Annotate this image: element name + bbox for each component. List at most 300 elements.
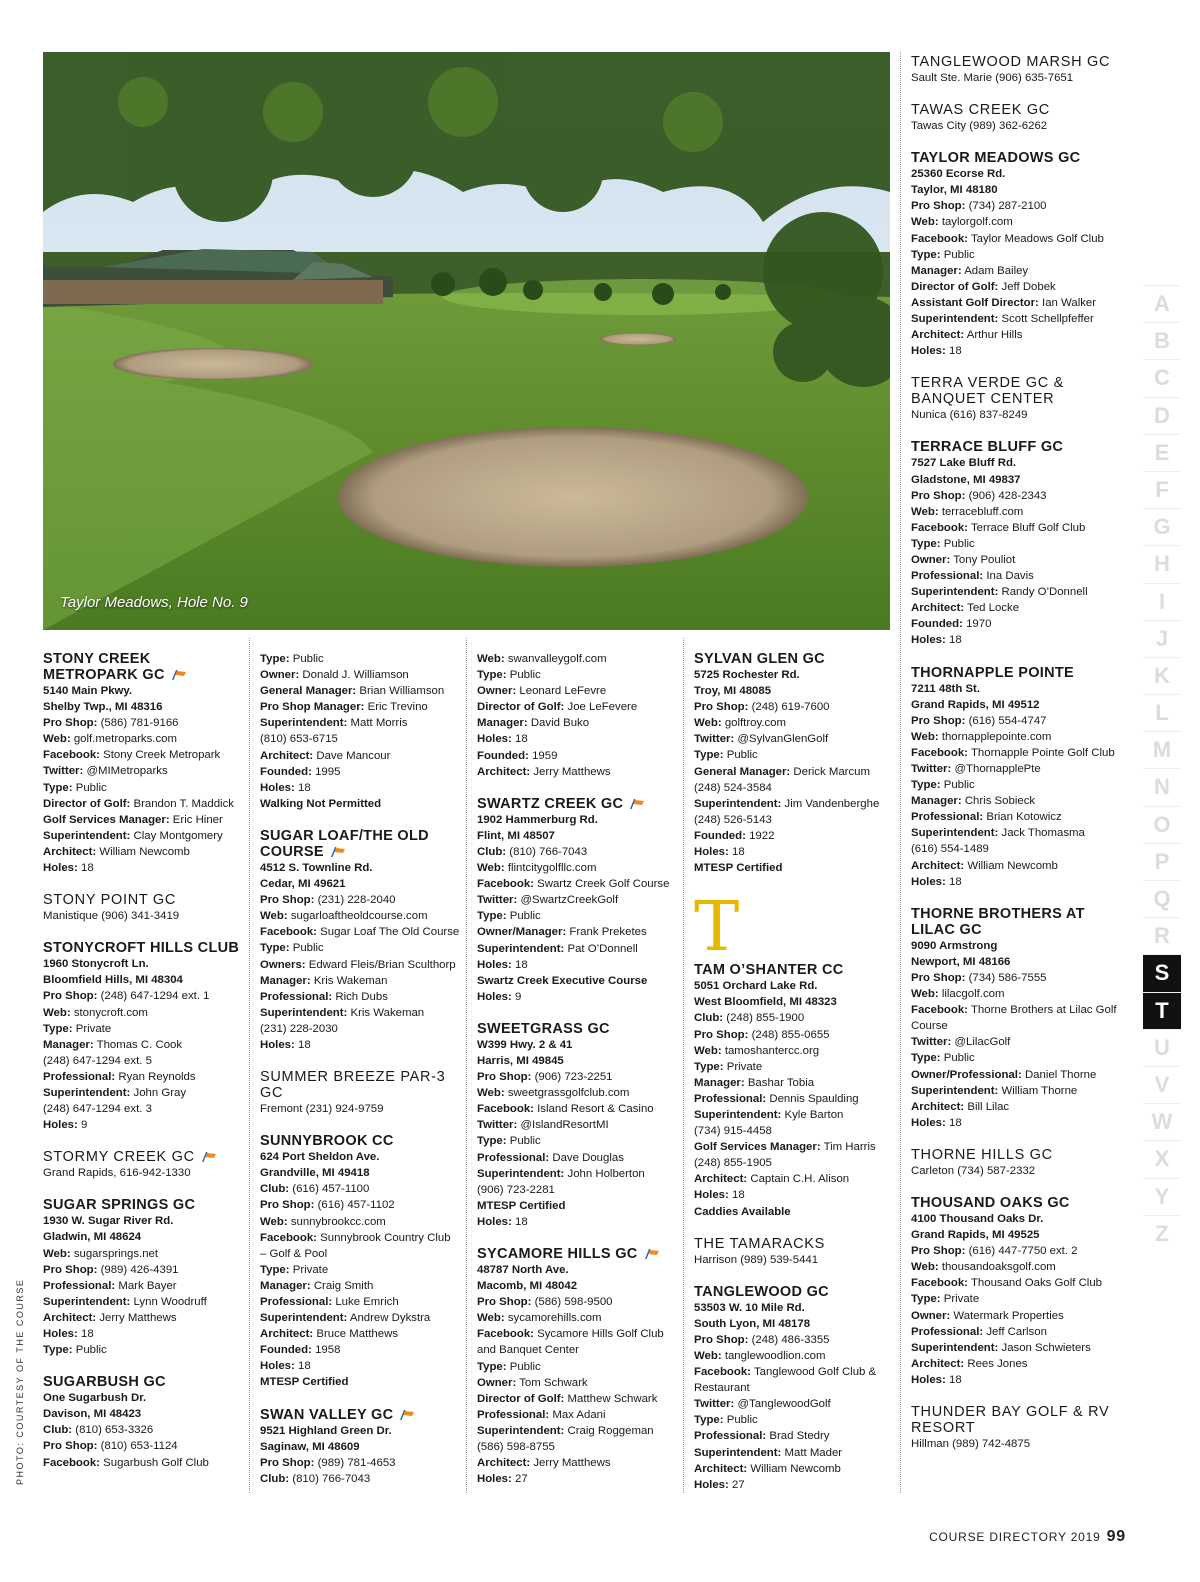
course-location: Harrison (989) 539-5441 <box>694 1253 819 1266</box>
index-tab-d[interactable]: D <box>1143 397 1181 434</box>
info-value: tanglewoodlion.com <box>724 1350 826 1362</box>
info-value: Thornapple Pointe Golf Club <box>970 746 1115 759</box>
index-tab-g[interactable]: G <box>1143 508 1181 545</box>
info-line <box>260 892 460 908</box>
info-label: Web: <box>694 1350 722 1362</box>
info-value: Rich Dubs <box>335 990 388 1003</box>
info-value: Private <box>292 1263 329 1276</box>
info-label: Professional: <box>911 811 984 824</box>
info-label: Architect: <box>911 859 965 872</box>
course-entry <box>911 150 1121 359</box>
info-label: Founded: <box>260 1344 312 1357</box>
info-line <box>260 715 460 731</box>
course-name <box>911 1404 1121 1436</box>
info-line <box>477 924 677 940</box>
info-line <box>477 1133 677 1149</box>
info-line <box>43 988 243 1004</box>
index-tab-j[interactable]: J <box>1143 620 1181 657</box>
info-line <box>43 1422 243 1438</box>
info-label: Superintendent: <box>911 1341 999 1354</box>
info-value: @SwartzCreekGolf <box>520 894 619 907</box>
info-label: Architect: <box>477 765 531 778</box>
index-tab-i[interactable]: I <box>1143 583 1181 620</box>
info-value: Brandon T. Maddick <box>133 797 234 810</box>
index-tab-n[interactable]: N <box>1143 768 1181 805</box>
info-line <box>694 1412 894 1428</box>
course-name-text: TERRACE BLUFF GC <box>911 439 1064 456</box>
info-value: tamoshantercc.org <box>724 1044 820 1057</box>
info-line <box>477 1214 677 1230</box>
info-line <box>477 1391 677 1407</box>
info-value: 27 <box>514 1473 528 1486</box>
course-entry <box>694 1284 894 1493</box>
info-label: Superintendent: <box>260 1006 348 1019</box>
course-name-text: THORNAPPLE POINTE <box>911 664 1074 681</box>
info-line <box>694 1091 894 1107</box>
course-name <box>43 1197 243 1213</box>
info-value: Thousand Oaks Golf Club <box>970 1277 1102 1290</box>
entry-spacer <box>911 1388 1121 1404</box>
course-address-line: 5140 Main Pkwy. <box>43 685 133 697</box>
info-value: Captain C.H. Alison <box>750 1173 850 1186</box>
info-line <box>911 295 1121 311</box>
directory-column-2 <box>260 651 460 1503</box>
info-line <box>477 1423 677 1439</box>
course-entry <box>911 102 1121 134</box>
info-line <box>694 764 894 780</box>
info-label: Architect: <box>911 329 965 342</box>
info-value: 1970 <box>966 618 992 631</box>
entry-spacer <box>911 134 1121 150</box>
index-tab-c[interactable]: C <box>1143 359 1181 396</box>
info-label: Holes: <box>911 634 946 647</box>
info-label: Facebook: <box>911 232 968 245</box>
info-value: (248) 486-3355 <box>751 1333 830 1346</box>
index-tab-s[interactable]: S <box>1143 954 1181 991</box>
index-tab-r[interactable]: R <box>1143 917 1181 954</box>
info-label: Professional: <box>911 570 984 583</box>
info-label: Facebook: <box>911 1004 968 1017</box>
info-label: Type: <box>694 1060 724 1073</box>
info-value: 18 <box>514 1215 528 1228</box>
info-line <box>260 1037 460 1053</box>
info-label: Pro Shop: <box>43 717 98 730</box>
course-photo <box>43 52 890 630</box>
info-label: Holes: <box>43 1119 78 1132</box>
info-line <box>694 1123 894 1139</box>
course-entry <box>43 1149 243 1181</box>
entry-spacer <box>260 1487 460 1503</box>
entry-spacer <box>43 1471 243 1487</box>
info-value: Ian Walker <box>1042 296 1097 309</box>
info-value: (616) 447-7750 ext. 2 <box>968 1245 1078 1258</box>
info-label: Walking Not Permitted <box>260 797 382 810</box>
info-value: (248) 855-1900 <box>726 1012 805 1025</box>
entry-spacer <box>911 649 1121 665</box>
info-label: Type: <box>43 1022 73 1035</box>
info-label: Superintendent: <box>694 1446 782 1459</box>
info-label: Facebook: <box>477 1328 534 1341</box>
info-line <box>43 1438 243 1454</box>
info-line <box>694 1107 894 1123</box>
info-line <box>911 793 1121 809</box>
index-tab-o[interactable]: O <box>1143 806 1181 843</box>
info-value: 18 <box>297 1038 311 1051</box>
page-number: 99 <box>1106 1528 1126 1545</box>
info-label: Caddies Available <box>694 1205 791 1218</box>
course-entry <box>911 665 1121 890</box>
info-label: Web: <box>911 505 939 518</box>
info-label: Professional: <box>694 1430 767 1443</box>
info-label: Director of Golf: <box>43 797 131 810</box>
info-value: taylorgolf.com <box>941 216 1013 229</box>
info-label: Pro Shop: <box>911 971 966 984</box>
course-address-line: 25360 Ecorse Rd. <box>911 168 1006 181</box>
course-name-text: TAYLOR MEADOWS GC <box>911 150 1081 167</box>
info-label: Club: <box>477 845 507 858</box>
info-value: Craig Smith <box>313 1279 374 1292</box>
course-name-text: THORNE BROTHERS AT LILAC GC <box>911 905 1085 938</box>
info-value: (586) 781-9166 <box>100 717 179 730</box>
info-line <box>694 1187 894 1203</box>
course-name <box>43 1149 243 1165</box>
info-label: Pro Shop: <box>477 1296 532 1309</box>
info-line <box>477 844 677 860</box>
info-value: Public <box>943 537 975 550</box>
course-address-line: Gladwin, MI 48624 <box>43 1231 142 1244</box>
info-value: Donald J. Williamson <box>302 669 409 682</box>
info-value: sycamorehills.com <box>507 1312 602 1325</box>
entry-spacer <box>43 876 243 892</box>
info-label: Facebook: <box>43 749 100 762</box>
info-line <box>260 1021 460 1037</box>
info-value: William Newcomb <box>967 859 1058 872</box>
entry-spacer <box>43 1133 243 1149</box>
course-name-text: TANGLEWOOD MARSH GC <box>911 54 1111 70</box>
info-value: terracebluff.com <box>941 505 1024 518</box>
info-line <box>43 812 243 828</box>
info-value: Taylor Meadows Golf Club <box>970 232 1104 245</box>
page-footer <box>929 1528 1126 1546</box>
info-label: Swartz Creek Executive Course <box>477 974 648 987</box>
course-entry <box>477 796 677 1005</box>
info-value: Public <box>726 749 758 762</box>
info-line <box>477 1455 677 1471</box>
info-line <box>911 745 1121 761</box>
info-line <box>477 1407 677 1423</box>
info-line <box>694 1059 894 1075</box>
info-label: Manager: <box>911 795 962 808</box>
info-label: Type: <box>260 1263 290 1276</box>
info-label: Superintendent: <box>911 586 999 599</box>
info-label: Pro Shop: <box>43 1263 98 1276</box>
index-tab-l[interactable]: L <box>1143 694 1181 731</box>
course-address-line: 7211 48th St. <box>911 682 981 695</box>
info-line <box>260 796 460 812</box>
info-label: Superintendent: <box>911 1084 999 1097</box>
info-line <box>694 1396 894 1412</box>
info-label: General Manager: <box>260 685 357 698</box>
course-name-text: SYCAMORE HILLS GC <box>477 1246 638 1262</box>
course-entry <box>911 1147 1121 1179</box>
course-name-text: TANGLEWOOD GC <box>694 1283 829 1300</box>
info-value: Tanglewood Golf Club & Restaurant <box>694 1366 877 1395</box>
info-label: Holes: <box>694 1189 729 1202</box>
course-entry <box>43 1374 243 1470</box>
course-entry <box>694 962 894 1219</box>
info-line <box>911 841 1121 857</box>
index-tab-x[interactable]: X <box>1143 1140 1181 1177</box>
info-line <box>477 892 677 908</box>
info-value: Public <box>943 1052 975 1065</box>
info-line <box>477 876 677 892</box>
course-name-text: TERRA VERDE GC & BANQUET CENTER <box>911 375 1065 408</box>
info-value: stonycroft.com <box>73 1006 148 1019</box>
info-label: Architect: <box>477 1457 531 1470</box>
info-label: Twitter: <box>477 1119 518 1132</box>
index-tab-v[interactable]: V <box>1143 1066 1181 1103</box>
info-value: Sycamore Hills Golf Club and Banquet Center <box>477 1328 664 1357</box>
course-name <box>477 796 677 812</box>
info-label: Pro Shop: <box>43 990 98 1003</box>
info-line <box>911 1275 1121 1291</box>
info-line <box>911 1243 1121 1259</box>
info-value: flintcitygolfllc.com <box>507 862 597 875</box>
course-address-line: 5051 Orchard Lake Rd. <box>694 980 818 993</box>
index-tab-b[interactable]: B <box>1143 322 1181 359</box>
info-value: 18 <box>80 1328 94 1340</box>
info-value: Ryan Reynolds <box>118 1070 196 1083</box>
info-value: Jeff Carlson <box>986 1325 1047 1338</box>
info-value: (810) 766-7043 <box>292 1472 371 1485</box>
info-label: MTESP Certified <box>477 1199 566 1212</box>
info-label: Superintendent: <box>694 1108 782 1121</box>
course-entry <box>911 439 1121 648</box>
info-label: Professional: <box>43 1279 116 1292</box>
info-line <box>477 1439 677 1455</box>
info-label: Holes: <box>43 1328 78 1340</box>
info-line <box>911 713 1121 729</box>
info-value: 18 <box>948 634 962 647</box>
info-label: Web: <box>477 862 505 875</box>
column-divider <box>249 638 250 1493</box>
info-line <box>260 764 460 780</box>
info-value: Swartz Creek Golf Course <box>537 878 670 891</box>
info-value: Bruce Matthews <box>316 1328 399 1341</box>
index-tab-p[interactable]: P <box>1143 843 1181 880</box>
info-label: Architect: <box>43 845 97 858</box>
info-value: sugarsprings.net <box>73 1247 159 1260</box>
index-tab-f[interactable]: F <box>1143 471 1181 508</box>
info-value: Dave Mancour <box>316 749 391 762</box>
course-address-line: 4512 S. Townline Rd. <box>260 861 373 874</box>
info-label: Superintendent: <box>43 1295 131 1308</box>
info-line <box>477 957 677 973</box>
info-value: sunnybrookcc.com <box>290 1215 386 1228</box>
info-line <box>911 1099 1121 1115</box>
info-label: Web: <box>694 1044 722 1057</box>
info-label: Owner/Manager: <box>477 926 567 939</box>
index-tab-h[interactable]: H <box>1143 545 1181 582</box>
info-value: Randy O’Donnell <box>1001 586 1088 599</box>
info-value: (810) 653-3326 <box>75 1424 154 1437</box>
info-line <box>477 651 677 667</box>
info-value: Frank Preketes <box>569 926 647 939</box>
info-line <box>260 699 460 715</box>
info-label: Holes: <box>477 733 512 746</box>
photo-credit: PHOTO: COURTESY OF THE COURSE <box>15 1278 25 1485</box>
info-value: William Thorne <box>1001 1084 1078 1097</box>
info-label: Owner: <box>260 669 300 682</box>
info-value: Kris Wakeman <box>350 1006 425 1019</box>
course-name-text: SWAN VALLEY GC <box>260 1406 394 1423</box>
course-name <box>911 150 1121 166</box>
info-label: Manager: <box>911 264 962 277</box>
info-label: Web: <box>43 1247 71 1260</box>
index-tab-y[interactable]: Y <box>1143 1178 1181 1215</box>
course-address-line: Newport, MI 48166 <box>911 955 1011 968</box>
info-label: Holes: <box>694 1478 729 1491</box>
index-tab-q[interactable]: Q <box>1143 880 1181 917</box>
info-label: Pro Shop: <box>911 1245 966 1258</box>
info-label: Holes: <box>477 1473 512 1486</box>
info-label: Web: <box>477 653 505 665</box>
index-tab-w[interactable]: W <box>1143 1103 1181 1140</box>
info-value: swanvalleygolf.com <box>507 653 607 665</box>
info-label: Superintendent: <box>694 797 782 810</box>
info-value: (616) 554-4747 <box>968 714 1047 727</box>
info-line <box>694 1461 894 1477</box>
index-tab-m[interactable]: M <box>1143 731 1181 768</box>
info-line <box>694 812 894 828</box>
info-label: Architect: <box>43 1311 97 1324</box>
info-value: Pat O’Donnell <box>567 942 638 955</box>
index-tab-e[interactable]: E <box>1143 434 1181 471</box>
column-divider <box>683 638 684 1493</box>
info-line <box>477 731 677 747</box>
course-name <box>911 54 1121 70</box>
info-label: Founded: <box>260 765 312 778</box>
info-line <box>911 1356 1121 1372</box>
info-value: 18 <box>731 1189 745 1202</box>
info-line <box>911 1050 1121 1066</box>
info-line <box>477 860 677 876</box>
info-value: Watermark Properties <box>953 1309 1064 1322</box>
course-name <box>260 828 460 860</box>
info-line <box>260 683 460 699</box>
info-value: golf.metroparks.com <box>73 733 177 746</box>
info-line <box>260 973 460 989</box>
info-line <box>260 924 460 940</box>
info-label: Superintendent: <box>477 942 565 955</box>
info-line <box>911 970 1121 986</box>
info-value: Luke Emrich <box>335 1296 399 1308</box>
info-line <box>911 1115 1121 1131</box>
index-tab-u[interactable]: U <box>1143 1029 1181 1066</box>
info-line <box>694 1139 894 1155</box>
info-line <box>911 247 1121 263</box>
info-line <box>260 1230 460 1262</box>
info-line <box>477 748 677 764</box>
footer-label: COURSE DIRECTORY 2019 <box>929 1530 1101 1544</box>
info-line <box>260 1262 460 1278</box>
info-line <box>260 1294 460 1310</box>
info-value: Jerry Matthews <box>533 1457 611 1470</box>
info-label: Pro Shop: <box>911 489 966 502</box>
info-label: Web: <box>477 1312 505 1325</box>
course-entry <box>911 1195 1121 1388</box>
info-value: (231) 228-2040 <box>317 894 396 907</box>
entry-spacer <box>911 890 1121 906</box>
entry-spacer <box>260 1117 460 1133</box>
info-label: Web: <box>911 1261 939 1274</box>
course-address-line: 1930 W. Sugar River Rd. <box>43 1215 174 1228</box>
info-line <box>911 568 1121 584</box>
info-label: Manager: <box>260 974 311 987</box>
course-address-line: Flint, MI 48507 <box>477 829 555 842</box>
info-line <box>911 1002 1121 1034</box>
info-line <box>911 198 1121 214</box>
info-label: Club: <box>260 1472 290 1485</box>
info-value: Clay Montgomery <box>133 829 223 842</box>
course-entry <box>477 1021 677 1230</box>
info-line <box>260 1455 460 1471</box>
info-value: Matt Mader <box>784 1446 843 1459</box>
course-name-text: STONY CREEK METROPARK GC <box>43 651 165 683</box>
info-value: @SylvanGlenGolf <box>737 733 829 746</box>
course-name <box>694 1284 894 1300</box>
info-label: Type: <box>260 942 290 955</box>
info-line <box>911 600 1121 616</box>
course-name <box>911 439 1121 455</box>
info-value: 18 <box>948 875 962 888</box>
course-name <box>694 962 894 978</box>
info-value: (248) 855-0655 <box>751 1028 830 1041</box>
info-label: Architect: <box>694 1173 748 1186</box>
course-entry <box>911 54 1121 86</box>
info-label: Holes: <box>911 1116 946 1129</box>
course-name-text: STORMY CREEK GC <box>43 1149 195 1166</box>
index-tab-t[interactable]: T <box>1143 992 1181 1029</box>
info-label: Pro Shop: <box>694 1333 749 1346</box>
info-value: Eric Hiner <box>172 813 223 826</box>
info-value: Jeff Dobek <box>1001 280 1056 293</box>
course-location: Manistique (906) 341-3419 <box>43 910 180 923</box>
info-value: William Newcomb <box>99 845 190 858</box>
course-name <box>260 1069 460 1101</box>
info-value: Craig Roggeman <box>567 1424 654 1437</box>
info-value: Scott Schellpfeffer <box>1001 313 1094 326</box>
info-label: Pro Shop: <box>911 200 966 213</box>
index-tab-a[interactable]: A <box>1143 285 1181 322</box>
info-value: 27 <box>731 1478 745 1491</box>
info-line <box>694 1428 894 1444</box>
info-label: Holes: <box>260 1038 295 1051</box>
info-line <box>477 699 677 715</box>
golf-flag-icon <box>330 847 346 857</box>
info-line <box>43 731 243 747</box>
entry-spacer <box>477 1230 677 1246</box>
info-line <box>43 860 243 876</box>
course-location: Fremont (231) 924-9759 <box>260 1103 384 1116</box>
info-value: Public <box>943 779 975 792</box>
course-name-text: SUMMER BREEZE PAR-3 GC <box>260 1069 446 1102</box>
info-line <box>911 1259 1121 1275</box>
index-tab-k[interactable]: K <box>1143 657 1181 694</box>
index-tab-z[interactable]: Z <box>1143 1215 1181 1252</box>
info-label: Web: <box>43 1006 71 1019</box>
directory-column-1 <box>43 651 243 1487</box>
